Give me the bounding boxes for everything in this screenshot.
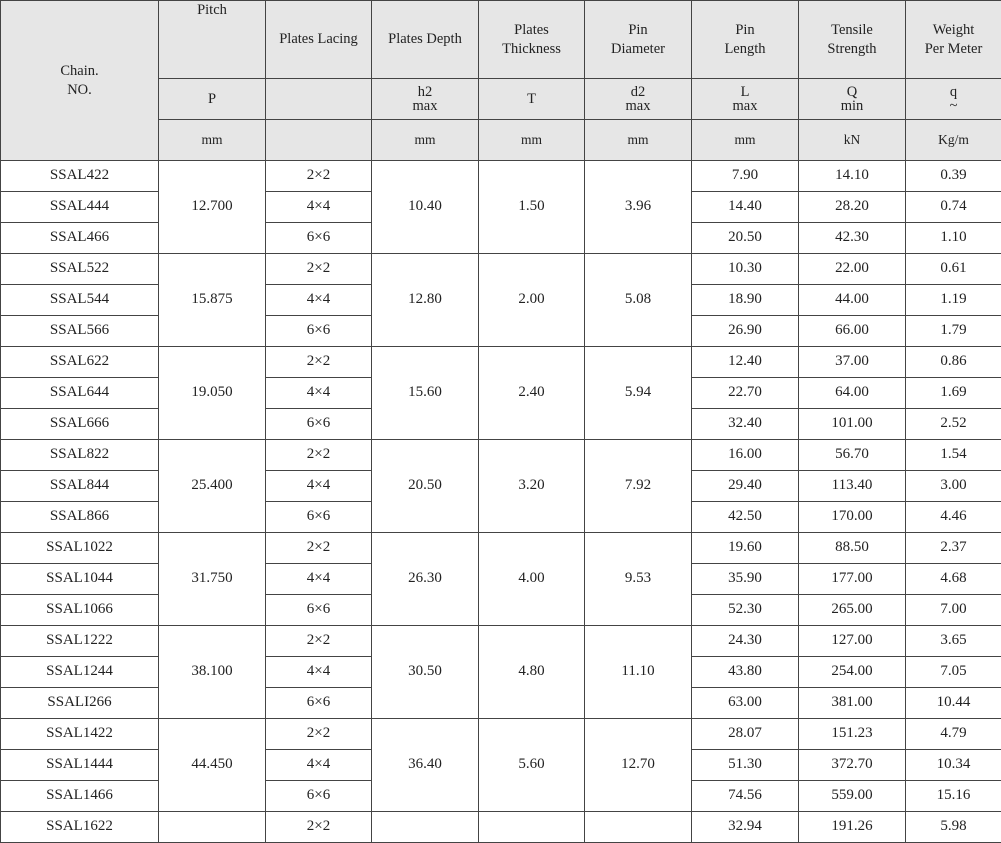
pin-diameter-cell: 5.08 <box>585 254 692 347</box>
pitch-cell: 12.700 <box>159 161 266 254</box>
weight-per-meter-cell: 5.98 <box>906 812 1001 843</box>
tensile-strength-cell: 265.00 <box>799 595 906 626</box>
tensile-strength-cell: 14.10 <box>799 161 906 192</box>
plates-lacing-cell: 6×6 <box>266 595 372 626</box>
pin-diameter-cell <box>585 812 692 843</box>
plates-lacing-cell: 2×2 <box>266 254 372 285</box>
symbol-pin-length: L max <box>692 79 799 120</box>
tensile-strength-cell: 127.00 <box>799 626 906 657</box>
pin-length-cell: 28.07 <box>692 719 799 750</box>
tensile-strength-cell: 177.00 <box>799 564 906 595</box>
pitch-cell: 15.875 <box>159 254 266 347</box>
table-row <box>1 533 1001 564</box>
plates-depth-cell: 15.60 <box>372 347 479 440</box>
table-row <box>1 812 1001 843</box>
chain-no-cell: SSAL522 <box>1 254 159 285</box>
weight-per-meter-cell: 3.00 <box>906 471 1001 502</box>
pitch-cell: 25.400 <box>159 440 266 533</box>
tensile-strength-cell: 42.30 <box>799 223 906 254</box>
chain-no-cell: SSAL1022 <box>1 533 159 564</box>
pin-length-cell: 29.40 <box>692 471 799 502</box>
unit-tensile: kN <box>799 120 906 161</box>
unit-pin-diameter: mm <box>585 120 692 161</box>
pin-length-cell: 63.00 <box>692 688 799 719</box>
tensile-strength-cell: 37.00 <box>799 347 906 378</box>
pin-diameter-cell: 3.96 <box>585 161 692 254</box>
table-row <box>1 440 1001 471</box>
tensile-strength-cell: 101.00 <box>799 409 906 440</box>
chain-no-cell: SSAL1444 <box>1 750 159 781</box>
unit-depth: mm <box>372 120 479 161</box>
plates-thickness-cell: 3.20 <box>479 440 585 533</box>
weight-per-meter-cell: 0.74 <box>906 192 1001 223</box>
pitch-cell: 38.100 <box>159 626 266 719</box>
pin-length-cell: 32.40 <box>692 409 799 440</box>
chain-no-cell: SSAL544 <box>1 285 159 316</box>
plates-depth-cell: 20.50 <box>372 440 479 533</box>
chain-no-cell: SSAL1422 <box>1 719 159 750</box>
header-pin-diameter: Pin Diameter <box>585 1 692 79</box>
pin-length-cell: 51.30 <box>692 750 799 781</box>
chain-no-cell: SSALI266 <box>1 688 159 719</box>
plates-lacing-cell: 6×6 <box>266 409 372 440</box>
tensile-strength-cell: 66.00 <box>799 316 906 347</box>
pitch-cell: 31.750 <box>159 533 266 626</box>
symbol-weight: q ~ <box>906 79 1001 120</box>
plates-lacing-cell: 4×4 <box>266 285 372 316</box>
weight-per-meter-cell: 1.10 <box>906 223 1001 254</box>
plates-lacing-cell: 2×2 <box>266 812 372 843</box>
weight-per-meter-cell: 1.54 <box>906 440 1001 471</box>
plates-depth-cell: 26.30 <box>372 533 479 626</box>
pin-diameter-cell: 12.70 <box>585 719 692 812</box>
unit-thickness: mm <box>479 120 585 161</box>
weight-per-meter-cell: 10.44 <box>906 688 1001 719</box>
unit-weight: Kg/m <box>906 120 1001 161</box>
chain-no-cell: SSAL1244 <box>1 657 159 688</box>
plates-lacing-cell: 4×4 <box>266 564 372 595</box>
pin-diameter-cell: 11.10 <box>585 626 692 719</box>
symbol-tensile: Q min <box>799 79 906 120</box>
chain-no-cell: SSAL1066 <box>1 595 159 626</box>
plates-lacing-cell: 6×6 <box>266 688 372 719</box>
plates-thickness-cell: 5.60 <box>479 719 585 812</box>
header-weight-per-meter: Weight Per Meter <box>906 1 1001 79</box>
pin-length-cell: 24.30 <box>692 626 799 657</box>
plates-depth-cell: 12.80 <box>372 254 479 347</box>
weight-per-meter-cell: 4.46 <box>906 502 1001 533</box>
pitch-cell: 19.050 <box>159 347 266 440</box>
pin-length-cell: 19.60 <box>692 533 799 564</box>
pin-length-cell: 22.70 <box>692 378 799 409</box>
header-plates-lacing: Plates Lacing <box>266 1 372 79</box>
tensile-strength-cell: 56.70 <box>799 440 906 471</box>
weight-per-meter-cell: 1.19 <box>906 285 1001 316</box>
chain-no-cell: SSAL1044 <box>1 564 159 595</box>
pin-length-cell: 16.00 <box>692 440 799 471</box>
unit-lacing <box>266 120 372 161</box>
pin-length-cell: 20.50 <box>692 223 799 254</box>
table-row <box>1 161 1001 192</box>
weight-per-meter-cell: 7.00 <box>906 595 1001 626</box>
weight-per-meter-cell: 2.37 <box>906 533 1001 564</box>
pin-length-cell: 26.90 <box>692 316 799 347</box>
pin-length-cell: 12.40 <box>692 347 799 378</box>
chain-no-cell: SSAL644 <box>1 378 159 409</box>
plates-lacing-cell: 4×4 <box>266 750 372 781</box>
plates-lacing-cell: 6×6 <box>266 781 372 812</box>
tensile-strength-cell: 170.00 <box>799 502 906 533</box>
chain-no-cell: SSAL666 <box>1 409 159 440</box>
chain-no-cell: SSAL1466 <box>1 781 159 812</box>
plates-thickness-cell: 1.50 <box>479 161 585 254</box>
plates-lacing-cell: 4×4 <box>266 657 372 688</box>
plates-lacing-cell: 6×6 <box>266 502 372 533</box>
plates-lacing-cell: 4×4 <box>266 471 372 502</box>
chain-no-cell: SSAL1622 <box>1 812 159 843</box>
symbol-lacing <box>266 79 372 120</box>
plates-thickness-cell: 2.00 <box>479 254 585 347</box>
pin-length-cell: 43.80 <box>692 657 799 688</box>
pin-length-cell: 7.90 <box>692 161 799 192</box>
plates-thickness-cell <box>479 812 585 843</box>
pin-diameter-cell: 9.53 <box>585 533 692 626</box>
pin-length-cell: 14.40 <box>692 192 799 223</box>
plates-thickness-cell: 4.80 <box>479 626 585 719</box>
tensile-strength-cell: 191.26 <box>799 812 906 843</box>
header-plates-depth: Plates Depth <box>372 1 479 79</box>
plates-lacing-cell: 2×2 <box>266 347 372 378</box>
tensile-strength-cell: 44.00 <box>799 285 906 316</box>
pin-length-cell: 10.30 <box>692 254 799 285</box>
symbol-depth: h2 max <box>372 79 479 120</box>
table-row <box>1 719 1001 750</box>
weight-per-meter-cell: 4.68 <box>906 564 1001 595</box>
weight-per-meter-cell: 2.52 <box>906 409 1001 440</box>
tensile-strength-cell: 381.00 <box>799 688 906 719</box>
plates-thickness-cell: 2.40 <box>479 347 585 440</box>
pin-length-cell: 32.94 <box>692 812 799 843</box>
plates-lacing-cell: 2×2 <box>266 719 372 750</box>
pin-length-cell: 74.56 <box>692 781 799 812</box>
chain-no-cell: SSAL822 <box>1 440 159 471</box>
weight-per-meter-cell: 4.79 <box>906 719 1001 750</box>
tensile-strength-cell: 88.50 <box>799 533 906 564</box>
tensile-strength-cell: 28.20 <box>799 192 906 223</box>
weight-per-meter-cell: 0.39 <box>906 161 1001 192</box>
table-header <box>1 1 1001 161</box>
header-plates-thickness: Plates Thickness <box>479 1 585 79</box>
plates-lacing-cell: 4×4 <box>266 378 372 409</box>
plates-thickness-cell: 4.00 <box>479 533 585 626</box>
plates-lacing-cell: 2×2 <box>266 626 372 657</box>
pin-length-cell: 42.50 <box>692 502 799 533</box>
weight-per-meter-cell: 3.65 <box>906 626 1001 657</box>
symbol-pitch: P <box>159 79 266 120</box>
tensile-strength-cell: 559.00 <box>799 781 906 812</box>
tensile-strength-cell: 113.40 <box>799 471 906 502</box>
tensile-strength-cell: 151.23 <box>799 719 906 750</box>
plates-depth-cell: 10.40 <box>372 161 479 254</box>
unit-pitch: mm <box>159 120 266 161</box>
weight-per-meter-cell: 15.16 <box>906 781 1001 812</box>
plates-depth-cell: 36.40 <box>372 719 479 812</box>
pin-length-cell: 18.90 <box>692 285 799 316</box>
pitch-cell: 44.450 <box>159 719 266 812</box>
chain-no-cell: SSAL866 <box>1 502 159 533</box>
weight-per-meter-cell: 0.61 <box>906 254 1001 285</box>
header-chain-no: Chain. NO. <box>1 1 159 161</box>
plates-depth-cell <box>372 812 479 843</box>
table-body <box>1 161 1001 843</box>
weight-per-meter-cell: 1.69 <box>906 378 1001 409</box>
chain-no-cell: SSAL1222 <box>1 626 159 657</box>
table-row <box>1 254 1001 285</box>
weight-per-meter-cell: 1.79 <box>906 316 1001 347</box>
tensile-strength-cell: 22.00 <box>799 254 906 285</box>
unit-pin-length: mm <box>692 120 799 161</box>
plates-depth-cell: 30.50 <box>372 626 479 719</box>
header-tensile-strength: Tensile Strength <box>799 1 906 79</box>
chain-no-cell: SSAL422 <box>1 161 159 192</box>
plates-lacing-cell: 2×2 <box>266 533 372 564</box>
plates-lacing-cell: 4×4 <box>266 192 372 223</box>
weight-per-meter-cell: 7.05 <box>906 657 1001 688</box>
symbol-pin-diameter: d2 max <box>585 79 692 120</box>
tensile-strength-cell: 254.00 <box>799 657 906 688</box>
chain-no-cell: SSAL844 <box>1 471 159 502</box>
header-pin-length: Pin Length <box>692 1 799 79</box>
chain-no-cell: SSAL466 <box>1 223 159 254</box>
pin-length-cell: 35.90 <box>692 564 799 595</box>
plates-lacing-cell: 6×6 <box>266 316 372 347</box>
pin-diameter-cell: 7.92 <box>585 440 692 533</box>
plates-lacing-cell: 2×2 <box>266 440 372 471</box>
chain-no-cell: SSAL622 <box>1 347 159 378</box>
pin-diameter-cell: 5.94 <box>585 347 692 440</box>
tensile-strength-cell: 372.70 <box>799 750 906 781</box>
table-row <box>1 626 1001 657</box>
chain-no-cell: SSAL444 <box>1 192 159 223</box>
pitch-cell <box>159 812 266 843</box>
symbol-thickness: T <box>479 79 585 120</box>
header-pitch: Pitch <box>159 1 266 79</box>
table-row <box>1 347 1001 378</box>
chain-no-cell: SSAL566 <box>1 316 159 347</box>
plates-lacing-cell: 2×2 <box>266 161 372 192</box>
weight-per-meter-cell: 0.86 <box>906 347 1001 378</box>
weight-per-meter-cell: 10.34 <box>906 750 1001 781</box>
tensile-strength-cell: 64.00 <box>799 378 906 409</box>
pin-length-cell: 52.30 <box>692 595 799 626</box>
plates-lacing-cell: 6×6 <box>266 223 372 254</box>
